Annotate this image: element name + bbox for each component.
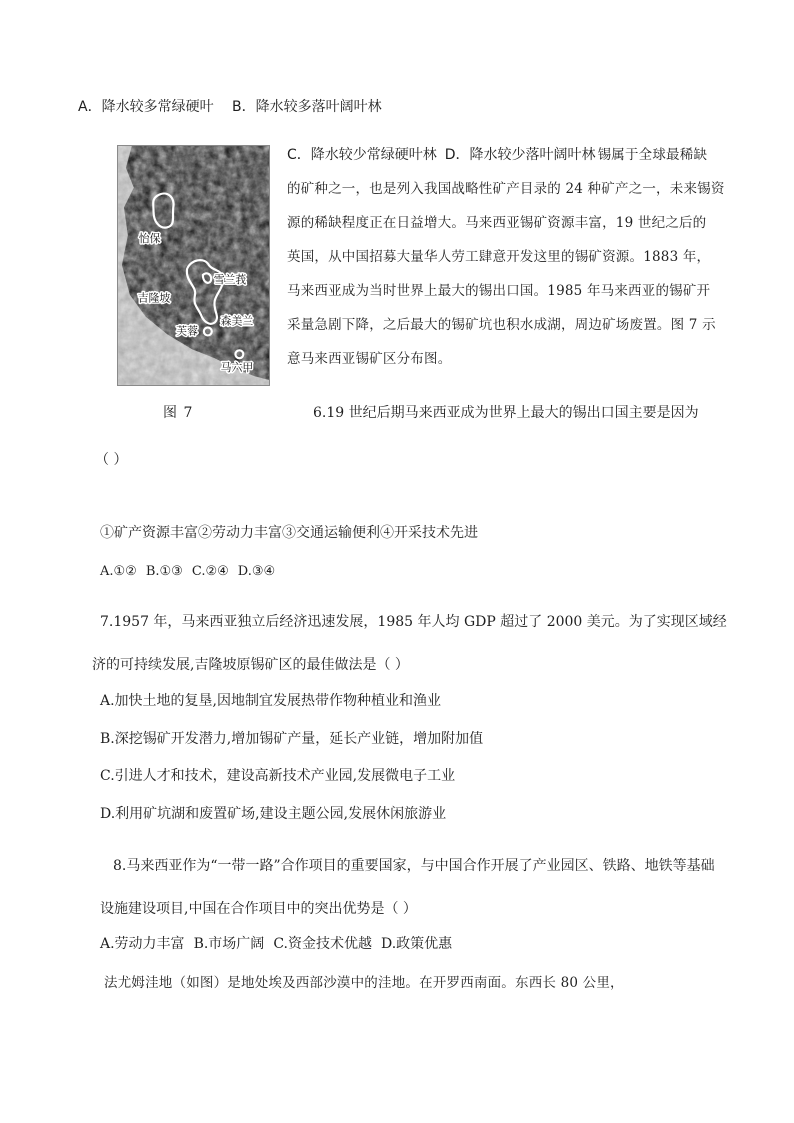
q8-option-a: A.劳动力丰富 — [100, 936, 185, 952]
malaysia-tin-mine-map — [118, 146, 269, 385]
passage-line: 源的稀缺程度正在日益增大。马来西亚锡矿资源丰富，19 世纪之后的 — [287, 215, 707, 231]
q7-option-c: C.引进人才和技术，建设高新技术产业园,发展微电子工业 — [100, 768, 456, 784]
q7-option-b: B.深挖锡矿开发潜力,增加锡矿产量，延长产业链，增加附加值 — [100, 731, 484, 747]
map-label-malacca: 马六甲 — [220, 361, 254, 375]
map-label-selangor: 雪兰莪 — [213, 272, 247, 286]
q5-option-c: C．降水较少常绿硬叶林 — [287, 147, 437, 163]
q5-option-a: A．降水较多常绿硬叶 — [78, 99, 214, 115]
q5-option-b: B．降水较多落叶阔叶林 — [232, 99, 382, 115]
q7-stem-line: 济的可持续发展,吉隆坡原锡矿区的最佳做法是（ ） — [92, 657, 409, 673]
map-label-seremban: 芙蓉 — [176, 324, 198, 338]
passage-line: 意马来西亚锡矿区分布图。 — [287, 351, 452, 367]
q6-option-a: A.①② — [100, 564, 137, 579]
q6-answer-blank: （ ） — [95, 452, 128, 468]
passage-line: 的矿种之一，也是列入我国战略性矿产目录的 24 种矿产之一，未来锡资 — [287, 181, 725, 197]
q6-options — [100, 563, 275, 581]
q6-stem: 6.19 世纪后期马来西亚成为世界上最大的锡出口国主要是因为 — [313, 405, 699, 421]
next-passage-line: 法尤姆洼地（如图）是地处埃及西部沙漠中的洼地。在开罗西南面。东西长 80 公里， — [104, 975, 624, 991]
q6-option-c: C.②④ — [191, 564, 229, 579]
figure-7-map — [117, 145, 270, 386]
q8-stem-line: 设施建设项目,中国在合作项目中的突出优势是（ ） — [100, 901, 417, 917]
q8-options — [100, 935, 452, 953]
map-label-negeri-sembilan: 森美兰 — [220, 314, 254, 328]
map-label-ipoh: 怡保 — [138, 232, 161, 246]
passage-line: 锡属于全球最稀缺 — [597, 147, 708, 163]
map-label-kuala-lumpur: 吉隆坡 — [137, 291, 171, 305]
q6-option-b: B.①③ — [145, 564, 183, 579]
passage-line: 英国，从中国招募大量华人劳工肆意开发这里的锡矿资源。1883 年， — [287, 249, 711, 265]
passage-line: 马来西亚成为当时世界上最大的锡出口国。1985 年马来西亚的锡矿开 — [287, 283, 711, 299]
q8-stem-line: 8.马来西亚作为“一带一路”合作项目的重要国家，与中国合作开展了产业园区、铁路、地铁等基础 — [113, 858, 715, 874]
q7-stem-line: 7.1957 年，马来西亚独立后经济迅速发展，1985 年人均 GDP 超过了 2000 美元。为了实现区域经 — [100, 614, 727, 630]
q5-options-cd-row — [287, 146, 707, 164]
q8-option-c: C.资金技术优越 — [273, 936, 372, 952]
q8-option-d: D.政策优惠 — [380, 936, 453, 952]
figure-caption: 图 7 — [163, 405, 194, 421]
passage-line: 采量急剧下降，之后最大的锡矿坑也积水成湖，周边矿场废置。图 7 示 — [287, 317, 716, 333]
q7-option-d: D.利用矿坑湖和废置矿场,建设主题公园,发展休闲旅游业 — [100, 806, 447, 822]
q8-option-b: B.市场广阔 — [193, 936, 265, 952]
q7-option-a: A.加快土地的复垦,因地制宜发展热带作物种植业和渔业 — [100, 693, 442, 709]
q6-option-d: D.③④ — [237, 564, 276, 579]
q5-option-d: D．降水较少落叶阔叶林 — [444, 147, 596, 163]
q6-statements: ①矿产资源丰富②劳动力丰富③交通运输便利④开采技术先进 — [100, 525, 478, 541]
